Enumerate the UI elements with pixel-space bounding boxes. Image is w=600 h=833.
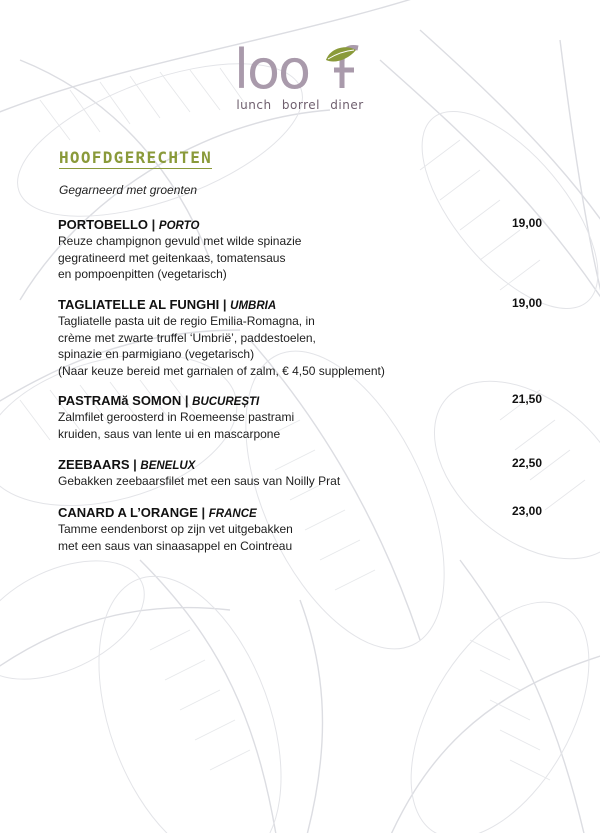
menu-item: ZEEBAARS | BENELUX 22,50 Gebakken zeebaarsfilet met een saus van Noilly Prat xyxy=(58,456,542,488)
description-line: Tagliatelle pasta uit de regio Emilia-Romagna, in xyxy=(58,314,315,328)
menu-item-name: PORTOBELLO xyxy=(58,217,149,232)
description-line: Gebakken zeebaarsfilet met een saus van Noilly Prat xyxy=(58,474,341,488)
menu-item-origin: UMBRIA xyxy=(230,300,277,312)
description-line: Zalmfilet geroosterd in Roemeense pastrami xyxy=(58,410,295,424)
brand-tagline: lunch borrel diner xyxy=(236,98,364,112)
menu-item-description xyxy=(58,233,542,283)
description-line: crème met zwarte truffel ‘Umbrië’, paddestoelen, xyxy=(58,330,316,345)
menu-item: TAGLIATELLE AL FUNGHI | UMBRIA 19,00 Tagliatelle pasta uit de regio Emilia-Romagna, in crème met zwarte truffel ‘Umbrië’, paddestoelen, spinazie en parmigiano (vegetarisch) (Naar keuze bereid met garnalen of zalm, € 4,50 supplement) xyxy=(58,296,542,378)
brand-logo xyxy=(0,40,600,112)
menu-item: PORTOBELLO | PORTO 19,00 Reuze champignon gevuld met wilde spinazie gegratineerd met geitenkaas, tomatensaus en pompoenpitten (vegetarisch) xyxy=(58,216,542,281)
menu-item-name: CANARD A L’ORANGE xyxy=(58,505,198,520)
menu-item-price: 21,50 xyxy=(511,392,542,406)
svg-text:loo: loo xyxy=(234,40,310,98)
description-line: kruiden, saus van lente ui en mascarpone xyxy=(58,426,281,441)
description-line: met een saus van sinaasappel en Cointreau xyxy=(58,538,293,553)
description-line: spinazie en parmigiano (vegetarisch) xyxy=(58,347,255,361)
menu-item-description xyxy=(58,409,542,442)
menu-item-origin: FRANCE xyxy=(208,508,257,520)
menu-item-description xyxy=(58,313,542,379)
description-line: (Naar keuze bereid met garnalen of zalm, € 4,50 supplement) xyxy=(58,363,385,378)
description-line: Reuze champignon gevuld met wilde spinazie xyxy=(58,234,302,248)
menu-item-price: 23,00 xyxy=(511,504,542,518)
menu-item-origin: BUCUREȘTI xyxy=(192,396,260,408)
leaf-icon xyxy=(326,47,356,61)
loof-logo-mark xyxy=(230,40,370,98)
menu-item: CANARD A L’ORANGE | FRANCE 23,00 Tamme eendenborst op zijn vet uitgebakken met een saus van sinaasappel en Cointreau xyxy=(58,504,542,553)
section-title: HOOFDGERECHTEN xyxy=(59,148,213,167)
menu-item-price: 19,00 xyxy=(511,296,542,310)
menu-item-name: TAGLIATELLE AL FUNGHI xyxy=(58,297,220,312)
description-line: gegratineerd met geitenkaas, tomatensaus xyxy=(58,250,286,265)
menu-item-price: 22,50 xyxy=(511,456,542,470)
menu-item-origin: BENELUX xyxy=(140,460,196,472)
menu-item-price: 19,00 xyxy=(511,216,542,230)
menu-item-description xyxy=(58,473,542,490)
description-line: Tamme eendenborst op zijn vet uitgebakken xyxy=(58,522,293,536)
menu-item-name: ZEEBAARS xyxy=(58,457,130,472)
menu-item-description xyxy=(58,521,542,554)
menu-item: PASTRAMă SOMON | BUCUREȘTI 21,50 Zalmfilet geroosterd in Roemeense pastrami kruiden, saus van lente ui en mascarpone xyxy=(58,392,542,441)
menu-item-origin: PORTO xyxy=(158,220,200,232)
menu-item-name: PASTRAMă SOMON xyxy=(58,393,182,408)
section-subtitle: Gegarneerd met groenten xyxy=(59,183,198,197)
description-line: en pompoenpitten (vegetarisch) xyxy=(58,267,227,281)
